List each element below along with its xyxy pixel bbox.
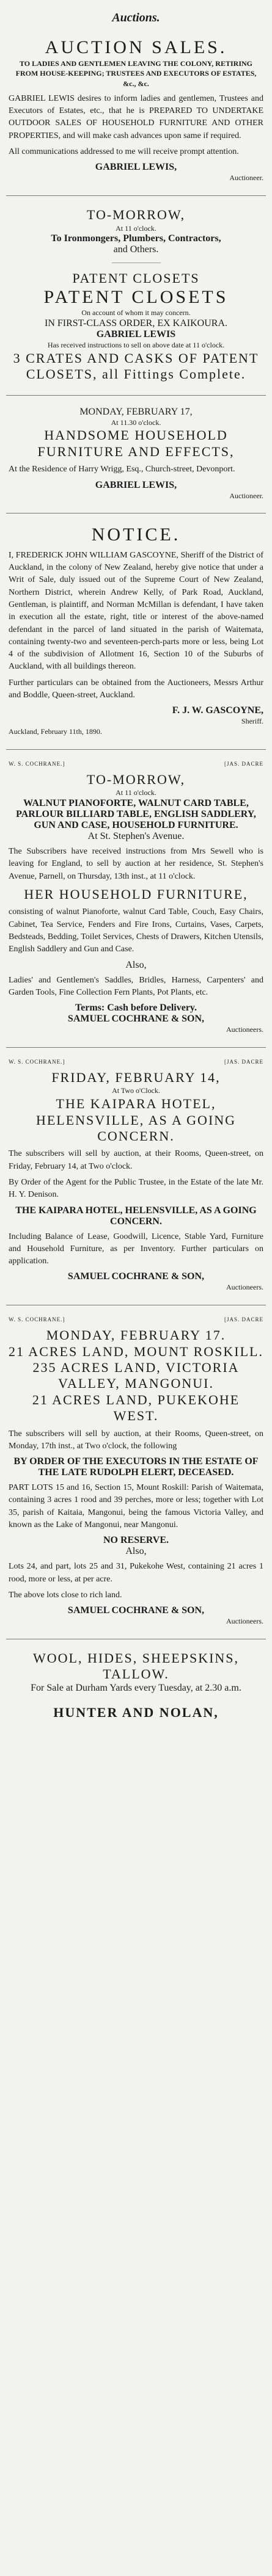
ad5-body: The Subscribers have received instructions from Mrs Sewell who is leaving for England, to sell by auction at her residence, St. Stephen's Avenue, Parnell, on Thursday, 13th inst., at 11 o'clock. xyxy=(9,847,263,881)
ad4-signature: F. J. W. GASCOYNE, xyxy=(172,705,263,716)
ad5-terms: Terms: Cash before Delivery. xyxy=(75,1003,197,1014)
ad2-title: PATENT CLOSETS xyxy=(72,270,200,286)
ad2-crates: 3 CRATES AND CASKS OF PATENT CLOSETS, all Fittings Complete. xyxy=(13,350,259,382)
ad4-body2: Further particulars can be obtained from the Auctioneers, Messrs Arthur and Boddle, Queen-street, Auckland. xyxy=(9,678,263,700)
advert-kaipara-hotel xyxy=(6,1055,266,1305)
ad7-signature: SAMUEL COCHRANE & SON, xyxy=(67,1605,205,1616)
ad2-big: PATENT CLOSETS xyxy=(43,286,229,307)
advert-walnut-pianoforte xyxy=(6,757,266,1048)
ad5-signature: SAMUEL COCHRANE & SON, xyxy=(67,1014,205,1025)
ad5-body2: consisting of walnut Pianoforte, walnut Card Table, Couch, Easy Chairs, Cabinet, Tea Service, Fenders and Fire Irons, Curtains, Vases, Carpets, Bedsteads, Bedding, Toilet Services, Chests of Drawers, Kitchen Utensils, English Saddlery and Gun and Case. xyxy=(9,907,263,954)
ad5-time: At 11 o'clock. xyxy=(116,788,156,797)
ad6-role: Auctioneers. xyxy=(226,1283,263,1292)
ad3-title: HANDSOME HOUSEHOLD FURNITURE AND EFFECTS, xyxy=(37,427,235,459)
ad3-time: At 11.30 o'clock. xyxy=(111,418,161,427)
ad5-lead: TO-MORROW, xyxy=(86,771,186,787)
ad5-also: Also, xyxy=(125,959,147,970)
ad8-title: WOOL, HIDES, SHEEPSKINS, TALLOW. xyxy=(32,1650,240,1682)
ad1-title: AUCTION SALES. xyxy=(45,37,227,57)
advert-patent-closets xyxy=(6,203,266,395)
ad5-header xyxy=(9,761,263,767)
ad4-role: Sheriff. xyxy=(241,717,263,726)
ad6-title: THE KAIPARA HOTEL, HELENSVILLE, AS A GOING CONCERN. xyxy=(35,1096,237,1144)
ad2-line2: and Others. xyxy=(113,244,159,255)
ad5-title2: HER HOUSEHOLD FURNITURE, xyxy=(24,887,248,902)
ad2-line1: To Ironmongers, Plumbers, Contractors, xyxy=(51,233,221,244)
section-title: Auctions. xyxy=(112,11,160,24)
advert-wool-hides xyxy=(6,1647,266,1733)
ad7-body: The subscribers will sell by auction, at their Rooms, Queen-street, on Monday, 17th inst., at Two o'clock, the following xyxy=(9,1429,263,1451)
ad5-role: Auctioneers. xyxy=(226,1025,263,1034)
ad7-body2: BY ORDER OF THE EXECUTORS IN THE ESTATE OF THE LATE RUDOLPH ELERT, DECEASED. xyxy=(13,1456,259,1478)
ad6-right: [JAS. DACRE xyxy=(224,1059,263,1065)
ad6-body2: By Order of the Agent for the Public Trustee, in the Estate of the late Mr. H. Y. Denison. xyxy=(9,1177,263,1200)
ad5-tools: Ladies' and Gentlemen's Saddles, Bridles, Harness, Carpenters' and Garden Tools, Fine Collection Fern Plants, Pot Plants, etc. xyxy=(9,975,263,997)
ad6-date: FRIDAY, FEBRUARY 14, xyxy=(51,1070,221,1085)
advert-notice xyxy=(6,521,266,750)
ad6-body: The subscribers will sell by auction, at their Rooms, Queen-street, on Friday, February 14, at Two o'clock. xyxy=(9,1149,263,1171)
ad3-role: Auctioneer. xyxy=(229,491,263,500)
ad2-body: IN FIRST-CLASS ORDER, EX KAIKOURA. xyxy=(45,318,227,329)
ad6-body3: Including Balance of Lease, Goodwill, Licence, Stable Yard, Furniture and Household Furniture, as per Inventory. Further particulars on application. xyxy=(9,1232,263,1266)
ad5-left: W. S. COCHRANE.] xyxy=(9,760,65,767)
ad3-date: MONDAY, FEBRUARY 17, xyxy=(79,406,193,417)
ad4-title: NOTICE. xyxy=(91,524,181,545)
advert-auction-sales xyxy=(6,34,266,196)
ad6-left: W. S. COCHRANE.] xyxy=(9,1059,65,1065)
ad7-role: Auctioneers. xyxy=(226,1617,263,1626)
ad7-header xyxy=(9,1316,263,1322)
ad7-line1: 21 ACRES LAND, MOUNT ROSKILL. xyxy=(9,1343,263,1359)
advert-land-sales xyxy=(6,1313,266,1639)
ad5-right: [JAS. DACRE xyxy=(224,760,263,767)
ad4-date: Auckland, February 11th, 1890. xyxy=(9,727,102,736)
ad7-body4: Lots 24, and part, lots 25 and 31, Pukekohe West, containing 21 acres 1 rood, more or less, at per acre. xyxy=(9,1562,263,1584)
ad1-subtitle: TO LADIES AND GENTLEMEN LEAVING THE COLONY, RETIRING FROM HOUSE-KEEPING; TRUSTEES AND EXECUTORS OF ESTATES, &c., &c. xyxy=(15,59,257,89)
ad4-body: I, FREDERICK JOHN WILLIAM GASCOYNE, Sheriff of the District of Auckland, in the colony of New Zealand, hereby give notice that under a Writ of Sale, duly issued out of the Supreme Court of New Zealand, Northern District, wherein Andrew Kelly, of Park Road, Auckland, Gentleman, is plaintiff, and Norman McMillan is defendant, I have taken in execution all the estate, right, title or interest of the above-named defendant in the parcel of land situated in the parish of Waitemata, containing twenty-two and seventeen-perch-parts more or less, being Lot 4 of the subdivision of Allotment 16, Section 10 of the Suburbs of Auckland, with all buildings thereon. xyxy=(9,550,263,672)
ad2-lead: TO-MORROW, xyxy=(86,207,186,223)
ad7-line2: 235 ACRES LAND, VICTORIA VALLEY, MANGONUI. xyxy=(32,1360,240,1391)
ad6-signature: SAMUEL COCHRANE & SON, xyxy=(67,1271,205,1282)
ad7-line3: 21 ACRES LAND, PUKEKOHE WEST. xyxy=(32,1391,240,1424)
ad7-no-reserve: NO RESERVE. xyxy=(103,1535,169,1546)
ad5-venue: At St. Stephen's Avenue. xyxy=(87,831,185,842)
ad8-body: For Sale at Durham Yards every Tuesday, at 2.30 a.m. xyxy=(31,1682,241,1693)
ad7-right: [JAS. DACRE xyxy=(224,1316,263,1323)
ad5-title: WALNUT PIANOFORTE, WALNUT CARD TABLE, PARLOUR BILLIARD TABLE, ENGLISH SADDLERY, GUN AND CASE, HOUSEHOLD FURNITURE. xyxy=(16,798,256,831)
ad2-received: Has received instructions to sell on above date at 11 o'clock. xyxy=(47,341,225,350)
ad7-left: W. S. COCHRANE.] xyxy=(9,1316,65,1323)
ad7-body5: The above lots close to rich land. xyxy=(9,1590,122,1600)
ad1-role: Auctioneer. xyxy=(229,173,263,183)
ad7-date: MONDAY, FEBRUARY 17. xyxy=(46,1327,226,1343)
ad6-header xyxy=(9,1059,263,1065)
ad7-body3: PART LOTS 15 and 16, Section 15, Mount Roskill: Parish of Waitemata, containing 3 acres 1 rood and 39 perches, more or less; together with Lot 35, parish of Kaitaia, Mangonui, being the famous Victoria Valley, and known as the Lake of Mangonui, near Mangonui. xyxy=(9,1483,263,1530)
ad3-signature: GABRIEL LEWIS, xyxy=(95,479,177,490)
ad6-time: At Two o'Clock. xyxy=(112,1086,160,1095)
ad1-signature: GABRIEL LEWIS, xyxy=(95,162,177,173)
ad3-body: At the Residence of Harry Wrigg, Esq., Church-street, Devonport. xyxy=(9,465,235,474)
ad2-time: At 11 o'clock. xyxy=(116,223,156,233)
ad1-body: GABRIEL LEWIS desires to inform ladies and gentlemen, Trustees and Executors of Estates, etc., that he is PREPARED TO UNDERTAKE OUTDOOR SALES OF HOUSEHOLD FURNITURE AND OTHER PROPERTIES, and will make cash advances upon same if required. xyxy=(9,93,263,140)
ad2-signature: GABRIEL LEWIS xyxy=(96,329,176,340)
ad2-account: On account of whom it may concern. xyxy=(81,308,191,317)
ad1-body2: All communications addressed to me will receive prompt attention. xyxy=(9,147,239,157)
ad8-footer: HUNTER AND NOLAN, xyxy=(53,1704,219,1720)
advert-furniture-effects xyxy=(6,403,266,514)
ad7-also: Also, xyxy=(125,1546,147,1557)
ad6-title2: THE KAIPARA HOTEL, HELENSVILLE, AS A GOING CONCERN. xyxy=(15,1205,257,1227)
